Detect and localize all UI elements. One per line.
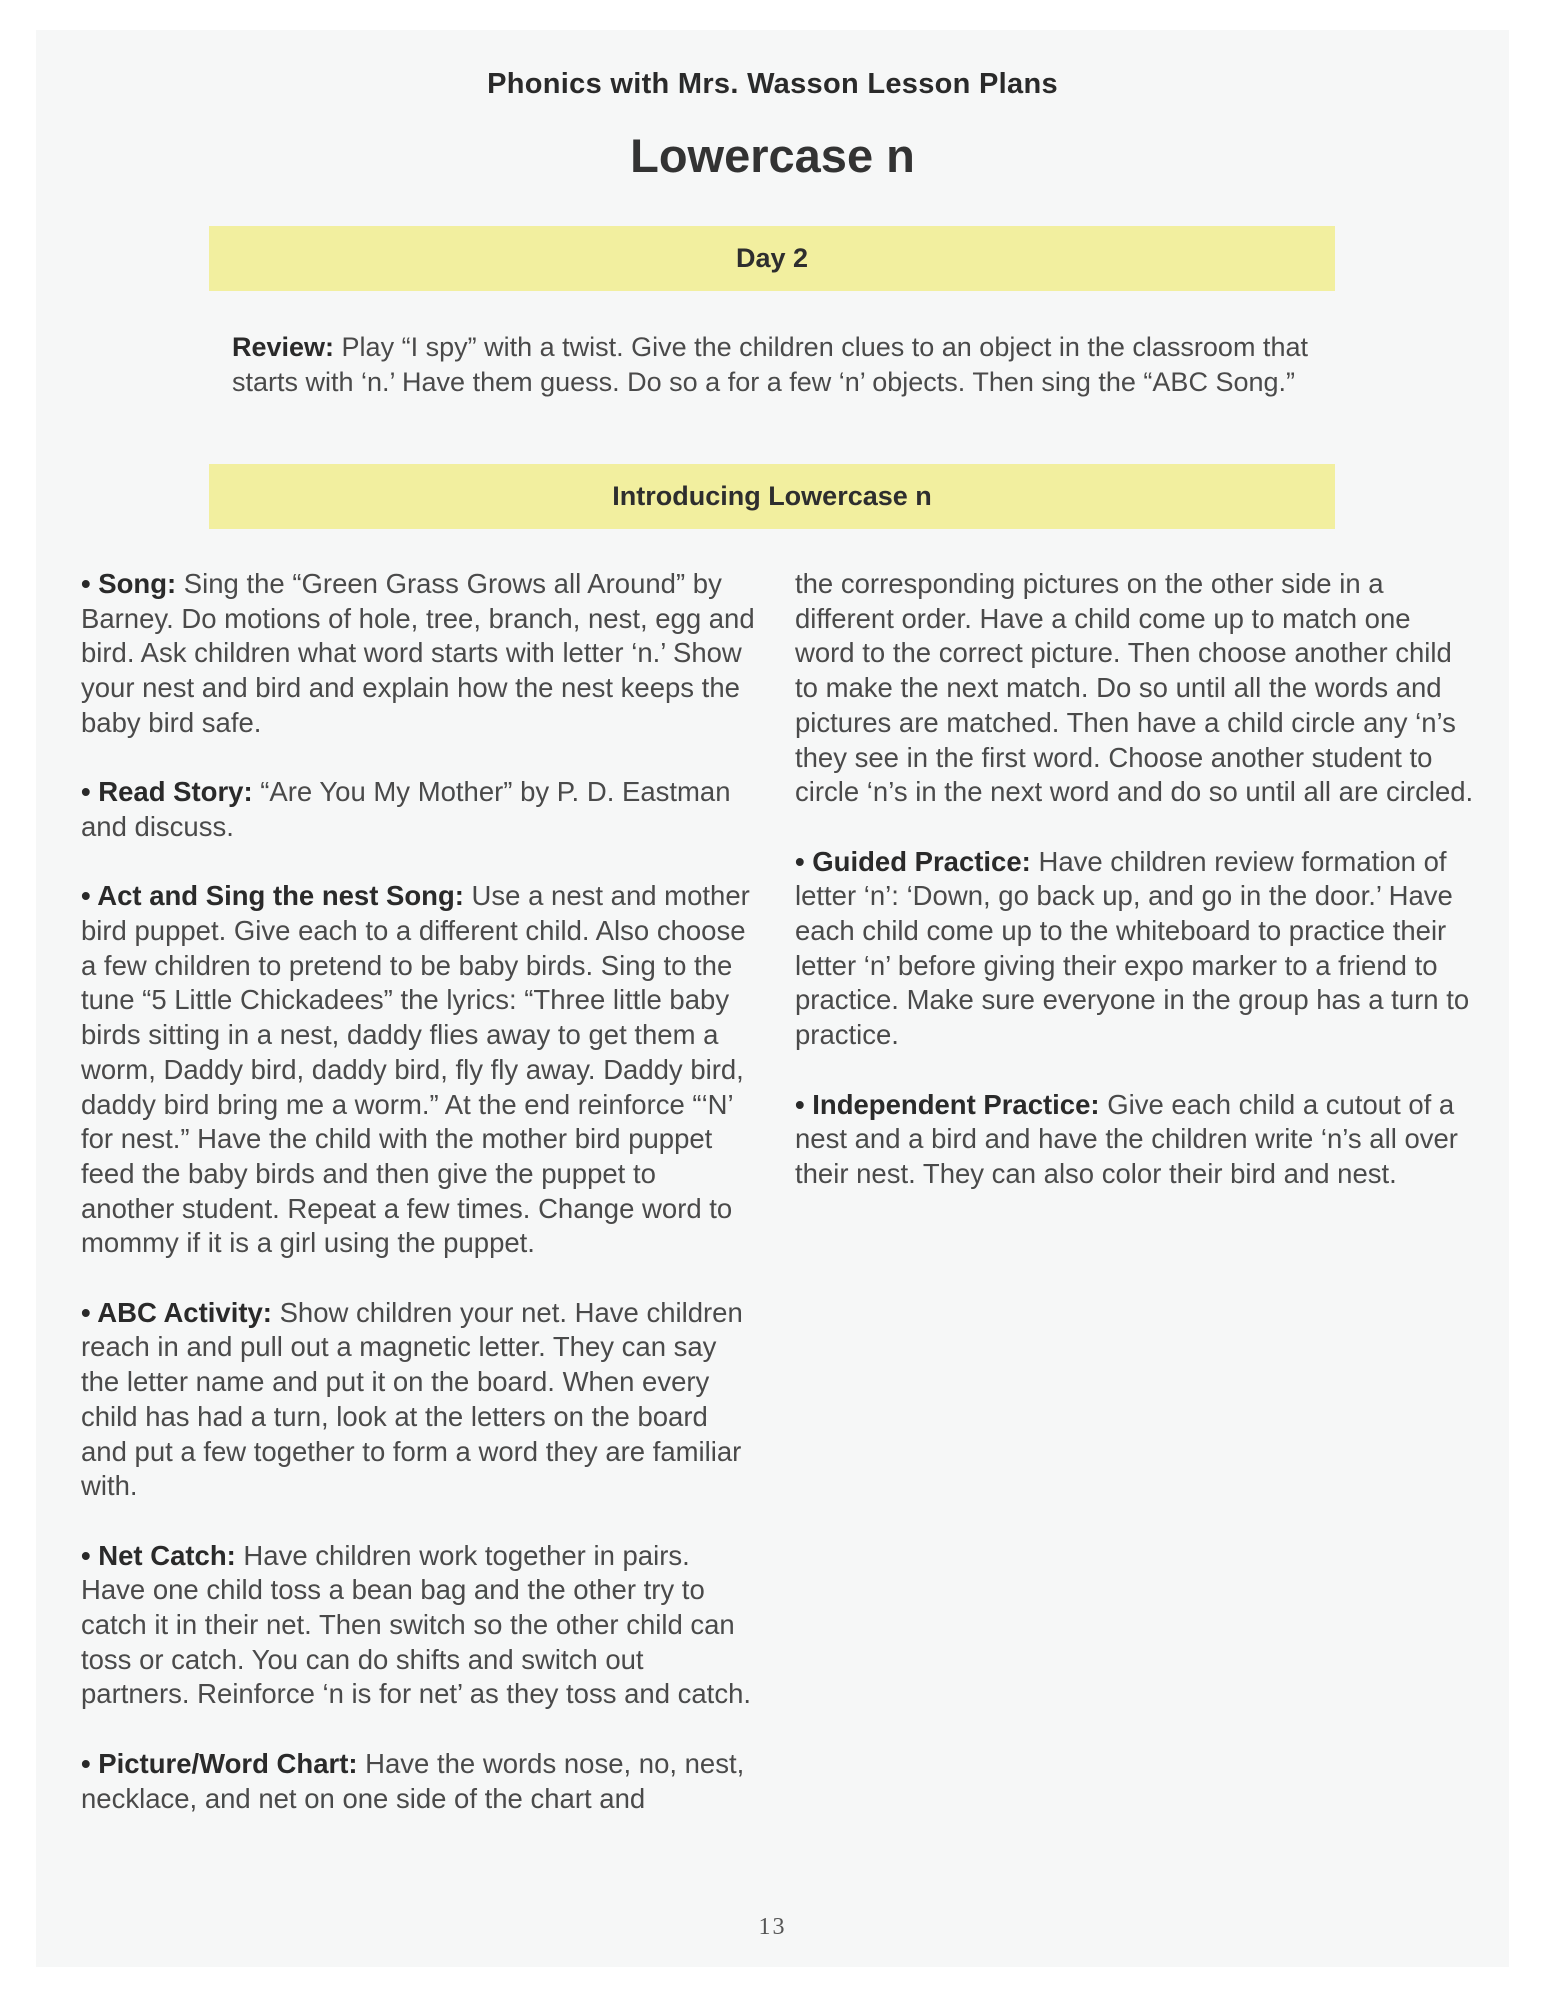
activity-guided-practice	[795, 845, 1475, 1053]
activity-label: • Independent Practice:	[795, 1088, 1100, 1120]
activity-label: • Net Catch:	[81, 1539, 236, 1571]
activity-abc	[81, 1296, 756, 1504]
activity-text: Have the words nose, no, nest, necklace, and net on one side of the chart and	[81, 1747, 745, 1814]
page-number: 13	[758, 1914, 787, 1940]
review-paragraph	[232, 330, 1332, 399]
activity-independent-practice	[795, 1088, 1475, 1192]
activity-text: Give each child a cutout of a nest and a bird and have the children write ‘n’s all over their nest. They can also color their bird and nest.	[795, 1088, 1458, 1189]
activity-picture-word-chart	[81, 1747, 756, 1816]
activity-text: “Are You My Mother” by P. D. Eastman and discuss.	[81, 776, 731, 842]
intro-banner	[209, 464, 1335, 529]
day-banner	[209, 226, 1335, 291]
review-text: Play “I spy” with a twist. Give the children clues to an object in the classroom that starts with ‘n.’ Have them guess. Do so a for a few ‘n’ objects. Then sing the “ABC Song.”	[232, 332, 1308, 397]
activity-label: • Act and Sing the nest Song:	[81, 880, 464, 912]
series-title: Phonics with Mrs. Wasson Lesson Plans	[487, 68, 1058, 100]
activity-text: Have children review formation of letter ‘n’: ‘Down, go back up, and go in the door.’ Have each child come up to the whiteboard to practice their letter ‘n’ before giving their expo marker to a friend to practice. Make sure everyone in the group has a turn to practice.	[795, 845, 1470, 1051]
activity-text: Show children your net. Have children reach in and pull out a magnetic letter. They can say the letter name and put it on the board. When every child has had a turn, look at the letters on the board and put a few together to form a word they are familiar with.	[81, 1296, 743, 1502]
activity-read-story	[81, 775, 756, 844]
review-label: Review:	[232, 332, 335, 362]
activity-act-and-sing	[81, 879, 756, 1261]
activity-song	[81, 567, 756, 741]
chart-continuation: the corresponding pictures on the other side in a different order. Have a child come up to match one word to the correct picture. Then choose another child to make the next match. Do so until all the words and pictures are matched. Then have a child circle any ‘n’s they see in the first word. Choose another student to circle ‘n’s in the next word and do so until all are circled.	[795, 568, 1474, 808]
activity-text: Use a nest and mother bird puppet. Give each to a different child. Also choose a few children to pretend to be baby birds. Sing to the tune “5 Little Chickadees” the lyrics: “Three little baby birds sitting in a nest, daddy flies away to get them a worm, Daddy bird, daddy bird, fly fly away. Daddy bird, daddy bird bring me a worm.” At the end reinforce “‘N’ for nest.” Have the child with the mother bird puppet feed the baby birds and then give the puppet to another student. Repeat a few times. Change word to mommy if it is a girl using the puppet.	[81, 880, 750, 1259]
left-column	[81, 567, 756, 1851]
activity-label: • Read Story:	[81, 776, 253, 808]
activity-label: • Guided Practice:	[795, 845, 1031, 877]
day-banner-label: Day 2	[735, 243, 809, 273]
activity-label: • Picture/Word Chart:	[81, 1747, 358, 1779]
intro-banner-label: Introducing Lowercase n	[612, 481, 932, 511]
activity-label: • Song:	[81, 568, 177, 599]
activity-label: • ABC Activity:	[81, 1296, 272, 1328]
right-column	[795, 567, 1475, 1226]
lesson-title: Lowercase n	[630, 129, 915, 182]
activity-net-catch	[81, 1539, 756, 1713]
activity-text: Sing the “Green Grass Grows all Around” by Barney. Do motions of hole, tree, branch, nest, egg and bird. Ask children what word starts with letter ‘n.’ Show your nest and bird and explain how the nest keeps the baby bird safe.	[81, 568, 755, 738]
activity-text: Have children work together in pairs. Have one child toss a bean bag and the other try to catch it in their net. Then switch so the other child can toss or catch. You can do shifts and switch out partners. Reinforce ‘n is for net’ as they toss and catch.	[81, 1539, 752, 1710]
